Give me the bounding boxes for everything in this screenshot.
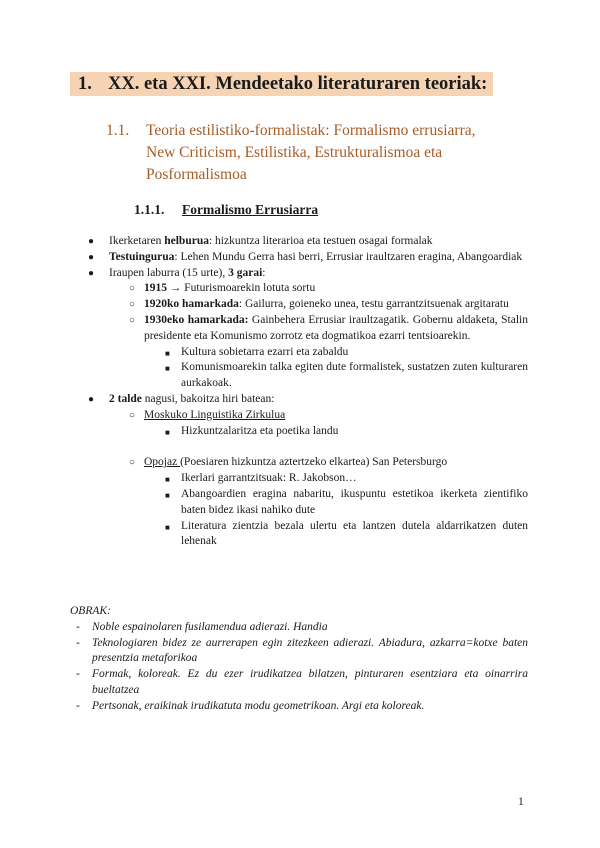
list-item: ● Ikerketaren helburua: hizkuntza literarioa eta testuen osagai formalak [84,234,528,250]
square-bullet-icon: ■ [165,490,170,500]
list-item: ● 2 talde nagusi, bakoitza hiri batean: [84,392,528,408]
circle-bullet-icon: ○ [129,409,136,421]
list-item: ■ Hizkuntzalaritza eta poetika landu [84,424,528,440]
page-number: 1 [518,796,524,808]
list-item: ○ Opojaz (Poesiaren hizkuntza aztertzeko elkartea) San Petersburgo [84,455,528,471]
heading-3-number: 1.1.1. [134,202,165,217]
bullet-icon: ● [88,236,95,247]
obrak-section [70,604,528,715]
list-item: ■ Kultura sobietarra ezarri eta zabaldu [84,345,528,361]
heading-3 [134,200,318,220]
dash-bullet-icon: - [76,620,80,633]
heading-2 [106,120,486,186]
list-item: ■ Literatura zientzia bezala ulertu eta lantzen dutela aldarrikatzen duten lehenak [165,519,528,548]
bullet-icon: ● [88,393,95,405]
heading-3-text: Formalismo Errusiarra [182,202,319,217]
list-item: ○ 1930eko hamarkada: Gainbehera Errusiar iraultzagatik. Gobernu aldaketa, Stalin presidente eta Komunismo zorrotz eta dogmatikoa ezarri tentsioarekin. [129,313,528,342]
dash-bullet-icon: - [76,699,80,712]
dash-bullet-icon: - [76,668,80,681]
list-item: ● Testuingurua: Lehen Mundu Gerra hasi berri, Errusiar iraultzaren eragina, Abangoardiak [84,250,528,266]
heading-2-text: Teoria estilistiko-formalistak: Formalismo errusiarra, New Criticism, Estilistika, Estrukturalismoa eta Posformalismoa [146,122,476,183]
obrak-item: - Formak, koloreak. Ez du ezer irudikatzea bilatzen, pinturaren esentziara eta oinarrira bueltatzea [76,668,528,696]
obrak-item: - Teknologiaren bidez ze aurrerapen egin zitezkeen adierazi. Abiadura, azkarra=kotxe baten presentzia metaforikoa [76,636,528,665]
list-item: ■ Komunismoarekin talka egiten dute formalistek, sustatzen zuten kulturaren aurkakoak. [165,361,528,390]
square-bullet-icon: ■ [165,348,170,358]
circle-bullet-icon: ○ [129,283,136,295]
heading-1-text: XX. eta XXI. Mendeetako literaturaren teoriak: [108,74,488,94]
heading-1-number: 1. [78,74,92,94]
list-item: ○ Moskuko Linguistika Zirkulua [84,408,528,424]
list-item: ■ Ikerlari garrantzitsuak: R. Jakobson… [84,471,528,487]
list-item: ● Iraupen laburra (15 urte), 3 garai: [84,266,528,282]
circle-bullet-icon: ○ [129,314,136,326]
list-item: ○ 1920ko hamarkada: Gailurra, goieneko unea, testu garrantzitsuenak argitaratu [84,297,528,313]
square-bullet-icon: ■ [165,522,170,532]
bullet-icon: ● [88,267,95,279]
list-item: ■ Abangoardien eragina nabaritu, ikuspuntu estetikoa ikerketa zientifiko baten bidez ikasi nahiko dute [165,487,528,516]
circle-bullet-icon: ○ [129,299,136,311]
obrak-item: - Pertsonak, eraikinak irudikatuta modu geometrikoan. Argi eta koloreak. [70,699,528,715]
heading-1 [70,72,493,96]
bullet-list [84,234,528,550]
spacer [84,439,528,455]
obrak-item: - Noble espainolaren fusilamendua adierazi. Handia [70,620,528,636]
square-bullet-icon: ■ [165,364,170,374]
obrak-title: OBRAK: [70,605,111,617]
square-bullet-icon: ■ [165,427,170,437]
list-item: ○ 1915 → Futurismoarekin lotuta sortu [84,281,528,297]
dash-bullet-icon: - [76,636,80,649]
bullet-icon: ● [88,251,95,263]
circle-bullet-icon: ○ [129,457,136,469]
square-bullet-icon: ■ [165,475,170,485]
heading-2-number: 1.1. [106,122,130,139]
